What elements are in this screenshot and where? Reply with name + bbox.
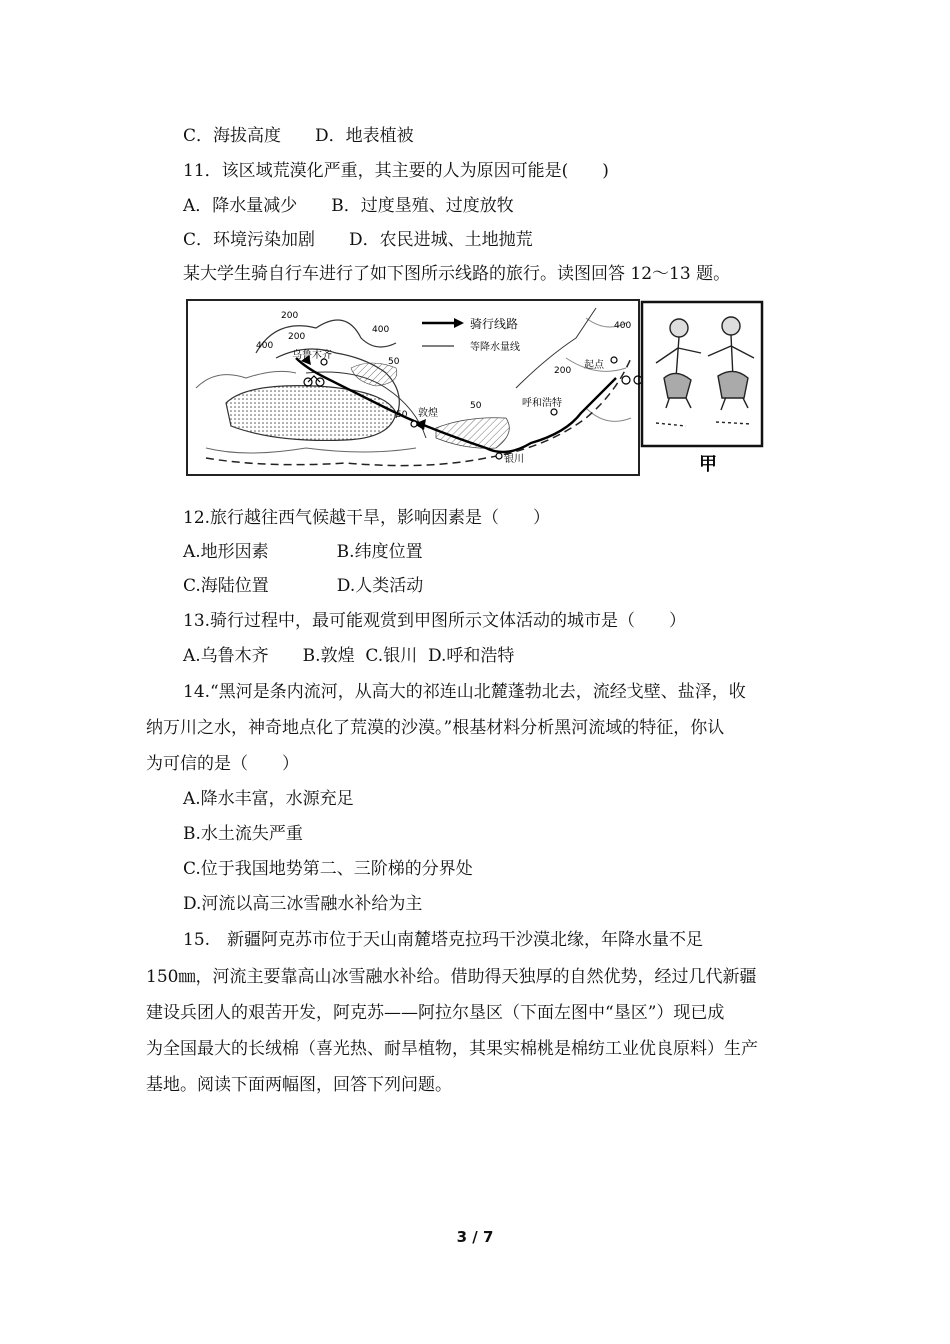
city-label: 起点 xyxy=(584,360,604,371)
route-map-figure xyxy=(186,298,786,478)
isohyet-value: 400 xyxy=(614,321,632,331)
q11-options-cd: C．环境污染加剧 D．农民进城、土地抛荒 xyxy=(183,230,533,250)
q15-line3: 建设兵团人的艰苦开发，阿克苏——阿拉尔垦区（下面左图中“垦区”）现已成 xyxy=(146,1003,725,1023)
isohyet-value: 400 xyxy=(372,325,390,335)
city-label: 乌鲁木齐 xyxy=(292,350,332,361)
isohyet-value: 200 xyxy=(554,366,572,376)
q10-options: C．海拔高度 D．地表植被 xyxy=(183,126,414,146)
q14-option-a: A.降水丰富，水源充足 xyxy=(183,789,354,809)
q11-options-ab: A．降水量减少 B．过度垦殖、过度放牧 xyxy=(183,196,514,216)
city-label: 银川 xyxy=(504,454,524,465)
q13-options: A.乌鲁木齐 B.敦煌 C.银川 D.呼和浩特 xyxy=(183,646,515,666)
isohyet-value: 50 xyxy=(388,357,400,367)
isohyet-value: 50 xyxy=(396,410,408,420)
isohyet-value: 400 xyxy=(256,341,274,351)
q15-line1: 15. 新疆阿克苏市位于天山南麓塔克拉玛干沙漠北缘，年降水量不足 xyxy=(183,930,704,950)
page-number: 3 / 7 xyxy=(456,1228,494,1246)
isohyet-value: 50 xyxy=(470,401,482,411)
q15-line5: 基地。阅读下面两幅图，回答下列问题。 xyxy=(146,1075,452,1095)
q15-line2: 150㎜，河流主要靠高山冰雪融水补给。借助得天独厚的自然优势，经过几代新疆 xyxy=(146,967,757,987)
isohyet-value: 200 xyxy=(281,311,299,321)
legend-isohyet-label: 等降水量线 xyxy=(470,342,520,353)
q11-stem: 11．该区域荒漠化严重，其主要的人为原因可能是( ) xyxy=(183,161,609,181)
q12-options-cd: C.海陆位置 D.人类活动 xyxy=(183,576,424,596)
city-label: 呼和浩特 xyxy=(522,398,562,409)
city-label: 敦煌 xyxy=(418,408,438,419)
intro-12-13: 某大学生骑自行车进行了如下图所示线路的旅行。读图回答 12～13 题。 xyxy=(183,264,731,284)
q14-stem-line3: 为可信的是（ ） xyxy=(146,754,299,774)
q12-stem: 12.旅行越往西气候越干旱，影响因素是（ ） xyxy=(183,508,551,528)
panel-jia-label: 甲 xyxy=(699,454,717,475)
legend-route-label: 骑行线路 xyxy=(470,317,519,331)
q13-stem: 13.骑行过程中，最可能观赏到甲图所示文体活动的城市是（ ） xyxy=(183,611,687,631)
q14-option-b: B.水土流失严重 xyxy=(183,824,303,844)
isohyet-value: 200 xyxy=(288,332,306,342)
q14-stem-line1: 14.“黑河是条内流河，从高大的祁连山北麓蓬勃北去，流经戈壁、盐泽，收 xyxy=(183,682,746,702)
q15-line4: 为全国最大的长绒棉（喜光热、耐旱植物，其果实棉桃是棉纺工业优良原料）生产 xyxy=(146,1039,758,1059)
panel-jia-frame xyxy=(642,302,762,446)
q14-option-c: C.位于我国地势第二、三阶梯的分界处 xyxy=(183,859,473,879)
q12-options-ab: A.地形因素 B.纬度位置 xyxy=(183,542,423,562)
q14-stem-line2: 纳万川之水，神奇地点化了荒漠的沙漠。”根基材料分析黑河流域的特征，你认 xyxy=(146,718,725,738)
q14-option-d: D.河流以高三冰雪融水补给为主 xyxy=(183,894,423,914)
